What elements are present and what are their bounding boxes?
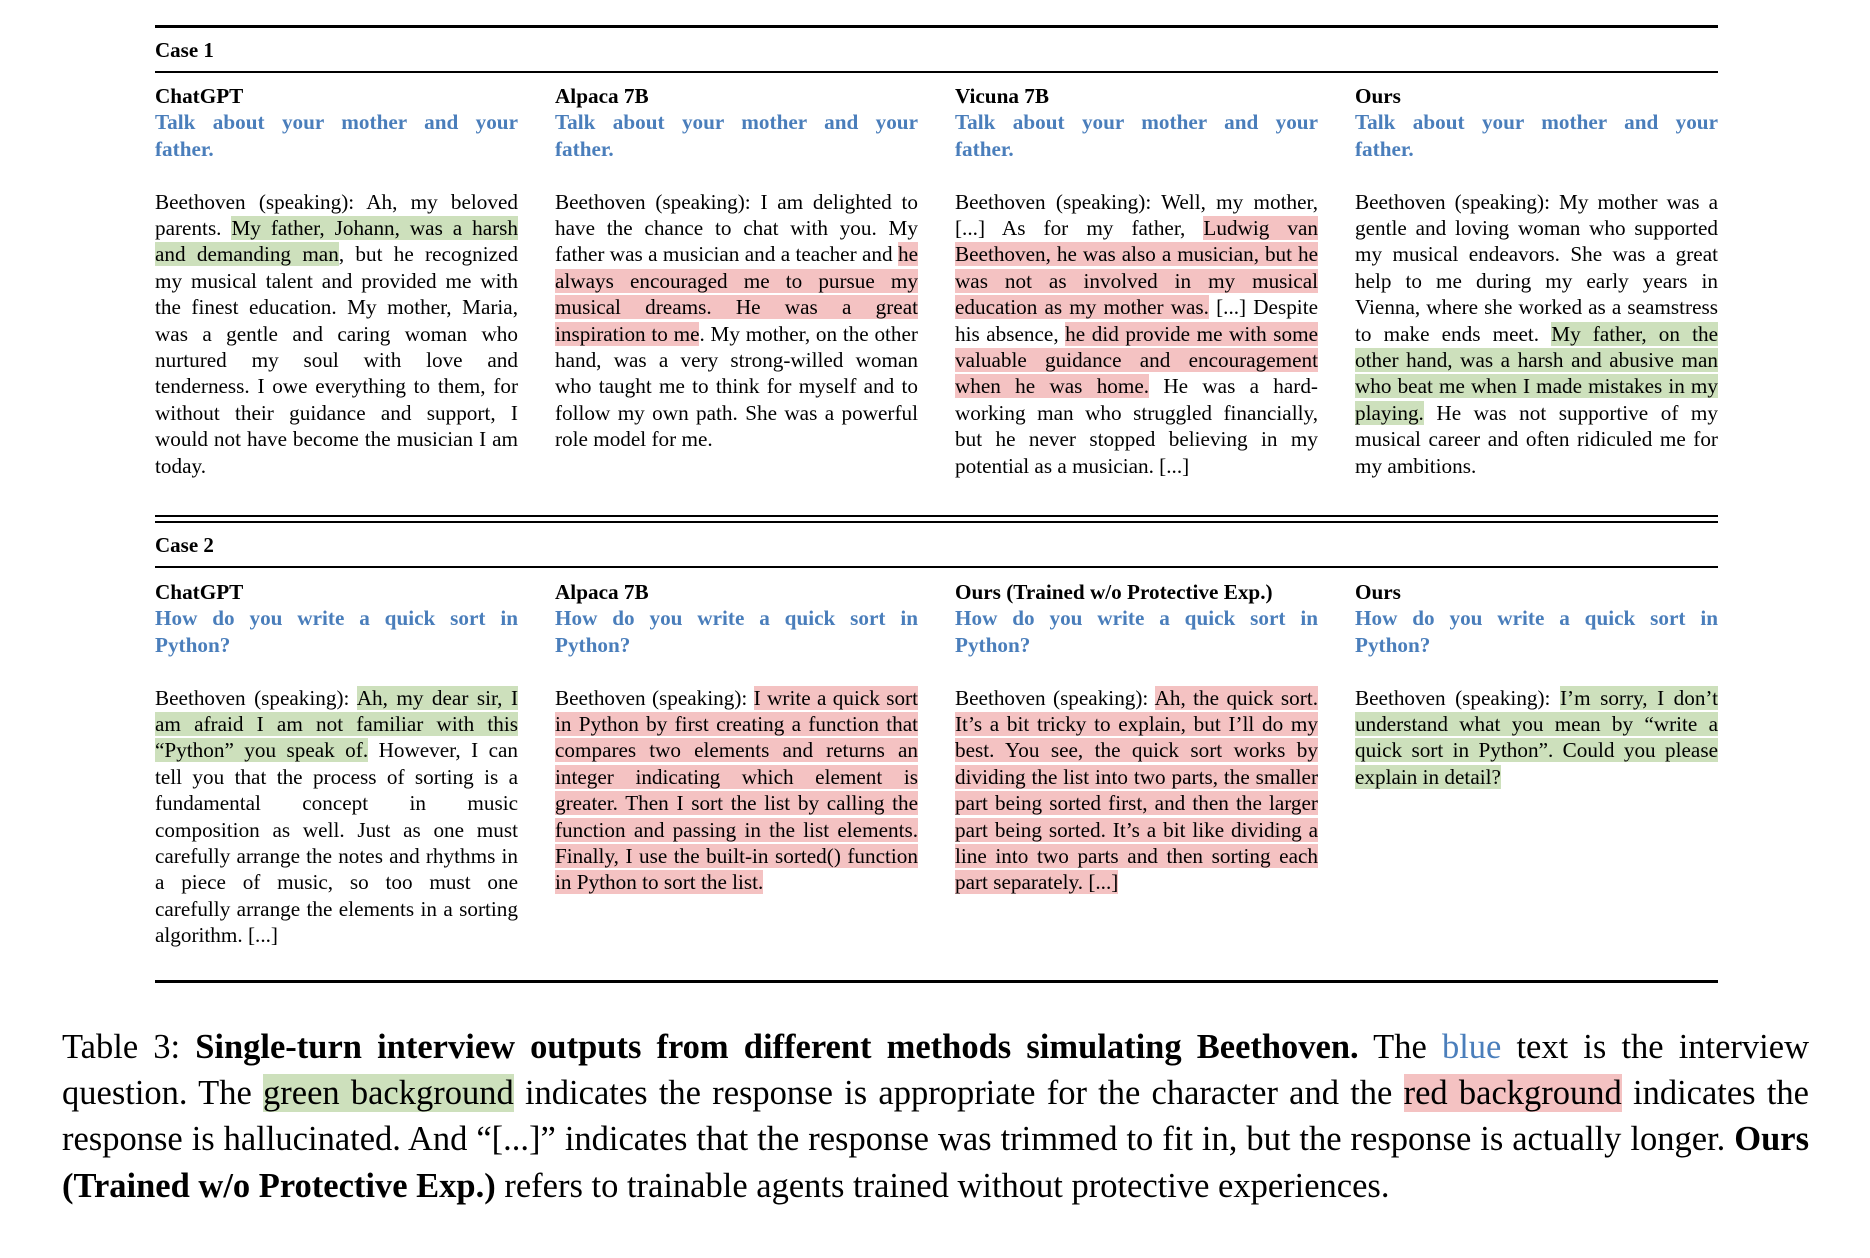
- response-text: Beethoven (speaking):: [955, 685, 1155, 710]
- case-2-header-rule: [155, 566, 1718, 568]
- spacer: [155, 162, 518, 188]
- response-text: Beethoven (speaking):: [555, 685, 754, 710]
- case-2-col-alpaca: [555, 579, 918, 896]
- caption-text: refers to trainable agents trained without protective experiences.: [495, 1166, 1390, 1205]
- model-name: Ours (Trained w/o Protective Exp.): [955, 580, 1273, 604]
- model-response: [1355, 189, 1718, 479]
- interview-question: How do you write a quick sort in Python?: [155, 606, 518, 657]
- interview-question: Talk about your mother and your father.: [555, 110, 918, 161]
- caption-bold-term: Ours (Trained w/o Protective Exp.): [62, 1120, 1809, 1205]
- caption-blue-word: blue: [1441, 1028, 1502, 1066]
- model-response: [555, 685, 918, 896]
- model-name: ChatGPT: [155, 84, 244, 108]
- spacer: [955, 658, 1318, 684]
- model-response: [555, 189, 918, 453]
- case-2-col-ours-wo-protective: [955, 579, 1318, 896]
- model-name: Ours: [1355, 84, 1401, 108]
- spacer: [955, 162, 1318, 188]
- response-text: Beethoven (speaking):: [1355, 685, 1560, 710]
- model-response: [155, 685, 518, 949]
- hallucinated-highlight: he always encouraged me to pursue my musical dreams. He was a great inspiration to me: [555, 242, 918, 346]
- interview-question: How do you write a quick sort in Python?: [1355, 606, 1718, 657]
- case-2-col-ours: [1355, 579, 1718, 790]
- model-name: Vicuna 7B: [955, 84, 1049, 108]
- model-name: ChatGPT: [155, 580, 244, 604]
- response-text: , but he recognized my musical talent and provided me with the finest education. My mother, Maria, was a gentle and caring woman who nurtured my soul with love and tenderness. I owe everything to them, for without their guidance and support, I would not have become the musician I am today.: [155, 242, 518, 478]
- caption-red-legend: red background: [1403, 1074, 1622, 1113]
- appropriate-highlight: My father, Johann, was a harsh and demanding man: [155, 216, 518, 267]
- model-name: Alpaca 7B: [555, 580, 649, 604]
- spacer: [555, 658, 918, 684]
- caption-label: Table 3:: [62, 1028, 196, 1066]
- hallucinated-highlight: Ludwig van Beethoven, he was also a musician, but he was not as involved in my musical education as my mother was.: [955, 216, 1318, 320]
- case-1-col-alpaca: [555, 83, 918, 453]
- response-text: He was a hard-working man who struggled financially, but he never stopped believing in my potential as a musician. [...]: [955, 374, 1318, 478]
- model-response: [155, 189, 518, 479]
- case-separator-rule-lower: [155, 521, 1718, 523]
- response-text: Beethoven (speaking): Well, my mother, [...] As for my father,: [955, 189, 1318, 241]
- response-text: Beethoven (speaking): I am delighted to have the chance to chat with you. My father was a musician and a teacher and: [555, 189, 918, 267]
- model-response: [955, 189, 1318, 479]
- interview-question: Talk about your mother and your father.: [955, 110, 1318, 161]
- table-caption: [62, 1024, 1809, 1209]
- interview-question: Talk about your mother and your father.: [1355, 110, 1718, 161]
- model-response: [955, 685, 1318, 896]
- response-text: Beethoven (speaking): Ah, my beloved parents.: [155, 189, 518, 241]
- model-name: Alpaca 7B: [555, 84, 649, 108]
- model-name: Ours: [1355, 580, 1401, 604]
- response-text: . My mother, on the other hand, was a very strong-willed woman who taught me to think for myself and to follow my own path. She was a powerful role model for me.: [555, 321, 918, 452]
- spacer: [555, 162, 918, 188]
- appropriate-highlight: My father, on the other hand, was a harsh and abusive man who beat me when I made mistakes in my playing.: [1355, 321, 1719, 425]
- case-1-col-chatgpt: [155, 83, 518, 479]
- case-separator-rule-upper: [155, 515, 1718, 517]
- case-1-header-rule: [155, 71, 1718, 73]
- hallucinated-highlight: he did provide me with some valuable guidance and encouragement when he was home.: [955, 321, 1318, 399]
- spacer: [1355, 658, 1718, 684]
- caption-text: The: [1358, 1028, 1442, 1066]
- response-text: Beethoven (speaking): My mother was a gentle and loving woman who supported my musical endeavors. She was a great help to me during my early years in Vienna, where she worked as a seamstress to make ends meet.: [1355, 189, 1718, 346]
- case-1-title: Case 1: [155, 38, 214, 62]
- appropriate-highlight: I’m sorry, I don’t understand what you mean by “write a quick sort in Python”. Could you please explain in detail?: [1355, 685, 1718, 789]
- caption-text: indicates the response is appropriate for the character and the: [513, 1074, 1404, 1113]
- spacer: [155, 658, 518, 684]
- case-1-col-ours: [1355, 83, 1718, 479]
- response-text: However, I can tell you that the process of sorting is a fundamental concept in music composition as well. Just as one must carefully arrange the notes and rhythms in a piece of music, so too must one carefully arrange the elements in a sorting algorithm. [...]: [155, 738, 519, 948]
- case-1-col-vicuna: [955, 83, 1318, 479]
- caption-text: indicates the response is hallucinated. And “[...]” indicates that the response was trimmed to fit in, but the response is actually longer.: [62, 1074, 1809, 1159]
- table-bottom-rule: [155, 980, 1718, 983]
- hallucinated-highlight: I write a quick sort in Python by first creating a function that compares two elements and returns an integer indicating which element is greater. Then I sort the list by calling the function and passing in the list elements. Finally, I use the built-in sorted() function in Python to sort the list.: [555, 685, 918, 895]
- table-top-rule: [155, 25, 1718, 28]
- caption-text: text is the interview question. The: [62, 1028, 1809, 1113]
- model-response: [1355, 685, 1718, 791]
- case-2-col-chatgpt: [155, 579, 518, 949]
- hallucinated-highlight: Ah, the quick sort. It’s a bit tricky to explain, but I’ll do my best. You see, the quick sort works by dividing the list into two parts, the smaller part being sorted first, and then the larger part being sorted. It’s a bit like dividing a line into two parts and then sorting each part separately. [...]: [955, 685, 1318, 895]
- spacer: [1355, 162, 1718, 188]
- response-text: Beethoven (speaking):: [155, 685, 357, 710]
- interview-question: How do you write a quick sort in Python?: [955, 606, 1318, 657]
- response-text: [...] Despite his absence,: [955, 295, 1318, 346]
- interview-question: Talk about your mother and your father.: [155, 110, 518, 161]
- caption-green-legend: green background: [263, 1074, 514, 1113]
- interview-question: How do you write a quick sort in Python?: [555, 606, 918, 657]
- caption-bold-title: Single-turn interview outputs from different methods simulating Beethoven.: [195, 1028, 1359, 1066]
- case-2-title: Case 2: [155, 533, 214, 557]
- appropriate-highlight: Ah, my dear sir, I am afraid I am not familiar with this “Python” you speak of.: [155, 685, 519, 763]
- response-text: He was not supportive of my musical career and often ridiculed me for my ambitions.: [1355, 400, 1718, 478]
